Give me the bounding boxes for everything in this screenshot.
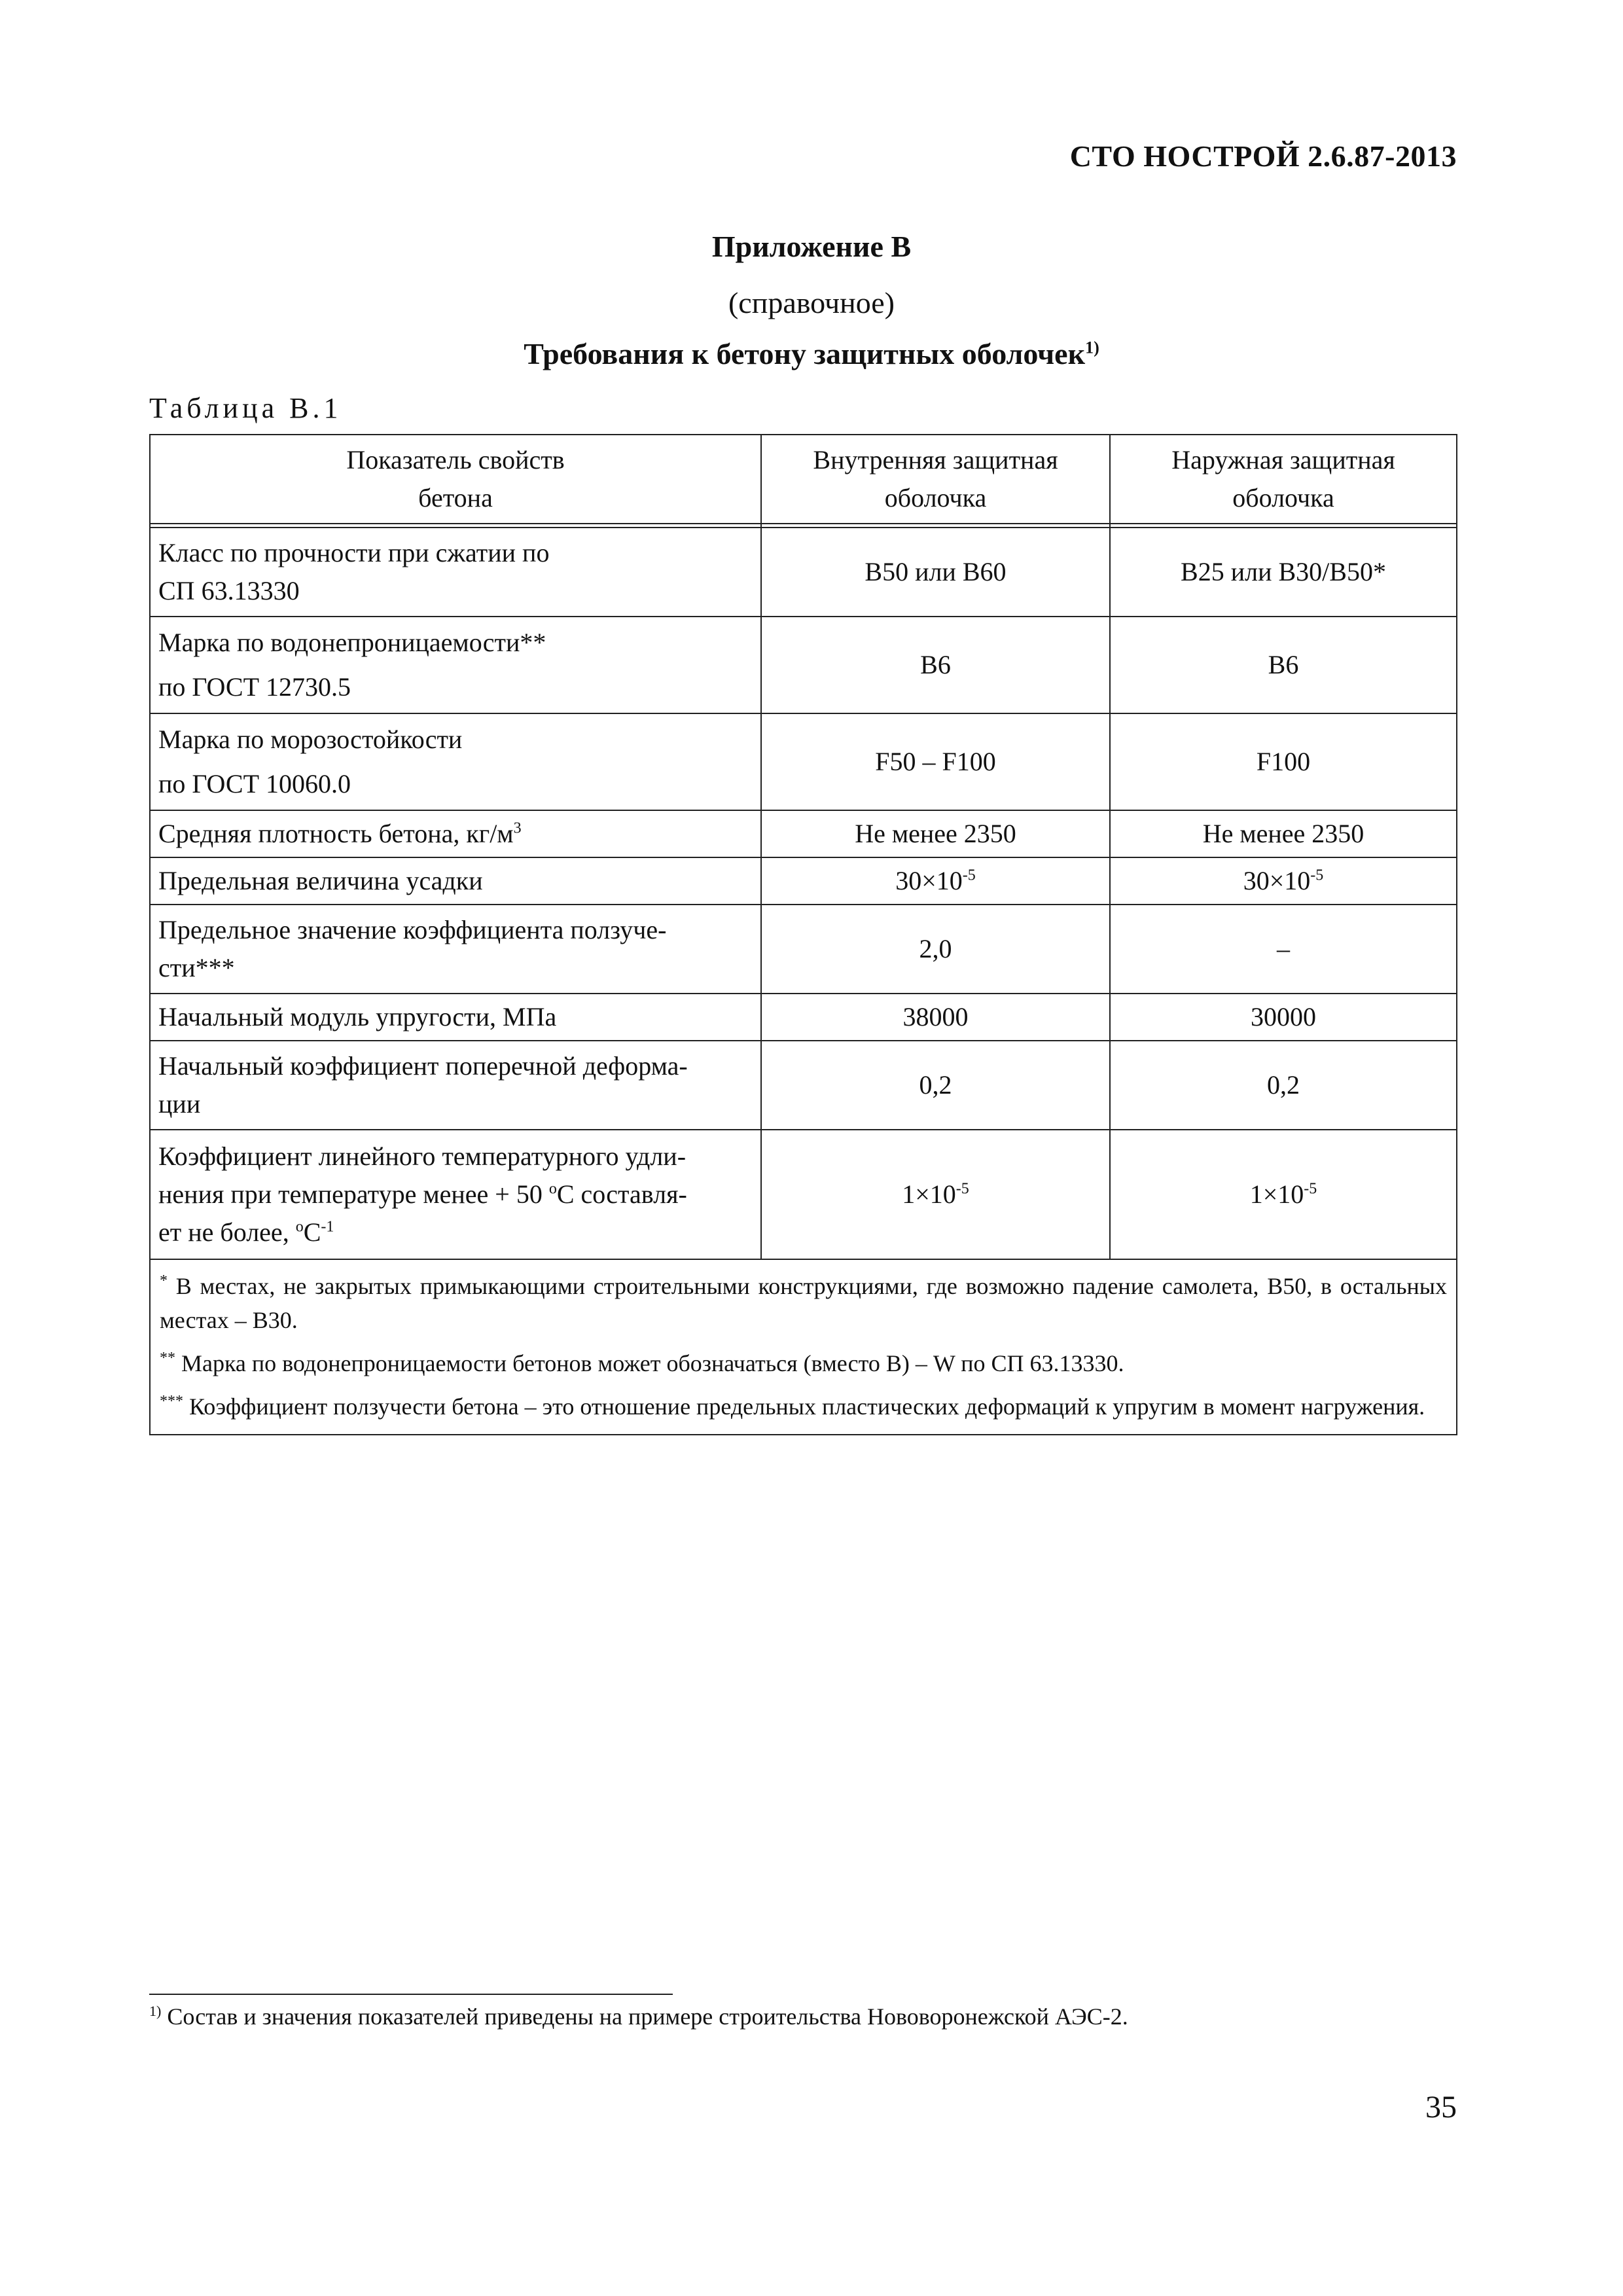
outer-value bbox=[1110, 857, 1457, 905]
document-code: СТО НОСТРОЙ 2.6.87-2013 bbox=[1069, 139, 1457, 173]
superscript: 3 bbox=[513, 819, 522, 837]
header-property bbox=[150, 435, 761, 524]
property-text: нения при температуре менее + 50 bbox=[158, 1179, 549, 1209]
table-notes-row bbox=[150, 1259, 1457, 1435]
footnote-divider bbox=[149, 1994, 673, 1995]
footnote-mark: 1) bbox=[149, 2003, 162, 2019]
table-note bbox=[160, 1390, 1447, 1424]
property-line bbox=[158, 1175, 753, 1213]
property-line: Коэффициент линейного температурного удли- bbox=[158, 1141, 687, 1171]
section-footnote-mark: 1) bbox=[1085, 338, 1099, 357]
outer-value: В6 bbox=[1110, 617, 1457, 713]
note-text: Коэффициент ползучести бетона – это отношение предельных пластических деформаций к упругим в момент нагружения. bbox=[183, 1393, 1425, 1420]
superscript: -1 bbox=[321, 1218, 334, 1236]
property-cell: Начальный модуль упругости, МПа bbox=[150, 994, 761, 1041]
table-notes bbox=[150, 1259, 1457, 1435]
property-cell bbox=[150, 1130, 761, 1259]
table-note bbox=[160, 1269, 1447, 1337]
property-cell bbox=[150, 1041, 761, 1130]
value-exponent: -5 bbox=[962, 867, 976, 884]
property-text: С bbox=[303, 1217, 321, 1247]
property-line: ции bbox=[158, 1089, 201, 1119]
appendix-type: (справочное) bbox=[728, 286, 895, 319]
superscript: о bbox=[548, 1180, 557, 1198]
inner-value: 0,2 bbox=[761, 1041, 1110, 1130]
property-line: Марка по водонепроницаемости** bbox=[158, 628, 546, 657]
header-outer-line2: оболочка bbox=[1232, 483, 1334, 512]
property-line: Предельное значение коэффициента ползуче- bbox=[158, 915, 667, 944]
header-outer-shell bbox=[1110, 435, 1457, 524]
footnote-text: Состав и значения показателей приведены на примере строительства Нововоронежской АЭС-2. bbox=[161, 2003, 1128, 2030]
outer-value: Не менее 2350 bbox=[1110, 810, 1457, 857]
properties-table bbox=[149, 434, 1457, 1435]
value-base: 1×10 bbox=[1249, 1179, 1304, 1209]
outer-value: B25 или B30/B50* bbox=[1110, 528, 1457, 617]
note-mark: *** bbox=[160, 1393, 183, 1410]
table-header-row bbox=[150, 435, 1457, 524]
property-text: ет не более, bbox=[158, 1217, 296, 1247]
inner-value bbox=[761, 857, 1110, 905]
outer-value: F100 bbox=[1110, 713, 1457, 810]
note-mark: * bbox=[160, 1272, 168, 1289]
header-property-line2: бетона bbox=[418, 483, 493, 512]
property-cell bbox=[150, 905, 761, 994]
table-row bbox=[150, 1041, 1457, 1130]
table-row bbox=[150, 994, 1457, 1041]
section-title-text: Требования к бетону защитных оболочек bbox=[524, 337, 1086, 370]
inner-value: В6 bbox=[761, 617, 1110, 713]
property-line: Марка по морозостойкости bbox=[158, 725, 463, 754]
value-base: 30×10 bbox=[1243, 866, 1311, 895]
section-title bbox=[0, 336, 1623, 371]
value-exponent: -5 bbox=[955, 1180, 969, 1198]
inner-value: F50 – F100 bbox=[761, 713, 1110, 810]
property-cell bbox=[150, 528, 761, 617]
table-row bbox=[150, 1130, 1457, 1259]
value-base: 30×10 bbox=[895, 866, 963, 895]
table-row bbox=[150, 857, 1457, 905]
property-line: СП 63.13330 bbox=[158, 576, 300, 605]
property-cell bbox=[150, 810, 761, 857]
header-inner-line1: Внутренняя защитная bbox=[813, 445, 1058, 475]
property-line: Класс по прочности при сжатии по bbox=[158, 538, 550, 567]
outer-value: – bbox=[1110, 905, 1457, 994]
property-text: С составля- bbox=[556, 1179, 687, 1209]
header-property-line1: Показатель свойств bbox=[346, 445, 565, 475]
property-line: по ГОСТ 10060.0 bbox=[158, 769, 351, 798]
property-cell: Предельная величина усадки bbox=[150, 857, 761, 905]
inner-value: Не менее 2350 bbox=[761, 810, 1110, 857]
table-row bbox=[150, 713, 1457, 810]
table-row bbox=[150, 617, 1457, 713]
table-caption: Таблица В.1 bbox=[149, 392, 342, 424]
inner-value: B50 или B60 bbox=[761, 528, 1110, 617]
page-number: 35 bbox=[1425, 2090, 1457, 2125]
properties-table-container bbox=[149, 434, 1456, 1435]
header-outer-line1: Наружная защитная bbox=[1171, 445, 1395, 475]
property-text: Средняя плотность бетона, кг/м bbox=[158, 819, 514, 848]
table-row bbox=[150, 528, 1457, 617]
appendix-title: Приложение В bbox=[711, 230, 912, 263]
header-inner-shell bbox=[761, 435, 1110, 524]
page-footnote bbox=[149, 2003, 1128, 2030]
outer-value: 30000 bbox=[1110, 994, 1457, 1041]
property-cell bbox=[150, 617, 761, 713]
note-text: В местах, не закрытых примыкающими строительными конструкциями, где возможно падение самолета, В50, в остальных местах – В30. bbox=[160, 1273, 1447, 1333]
note-text: Марка по водонепроницаемости бетонов может обозначаться (вместо В) – W по СП 63.13330. bbox=[175, 1350, 1124, 1376]
property-line: Начальный коэффициент поперечной деформа- bbox=[158, 1051, 688, 1081]
property-line: сти*** bbox=[158, 953, 235, 982]
inner-value: 38000 bbox=[761, 994, 1110, 1041]
table-row bbox=[150, 810, 1457, 857]
property-line bbox=[158, 1213, 753, 1251]
inner-value: 2,0 bbox=[761, 905, 1110, 994]
inner-value bbox=[761, 1130, 1110, 1259]
outer-value bbox=[1110, 1130, 1457, 1259]
superscript: о bbox=[295, 1218, 304, 1236]
value-exponent: -5 bbox=[1304, 1180, 1317, 1198]
note-mark: ** bbox=[160, 1350, 175, 1367]
value-base: 1×10 bbox=[902, 1179, 956, 1209]
property-cell bbox=[150, 713, 761, 810]
property-line: по ГОСТ 12730.5 bbox=[158, 672, 351, 702]
table-note bbox=[160, 1346, 1447, 1380]
value-exponent: -5 bbox=[1310, 867, 1324, 884]
table-row bbox=[150, 905, 1457, 994]
header-inner-line2: оболочка bbox=[884, 483, 987, 512]
outer-value: 0,2 bbox=[1110, 1041, 1457, 1130]
